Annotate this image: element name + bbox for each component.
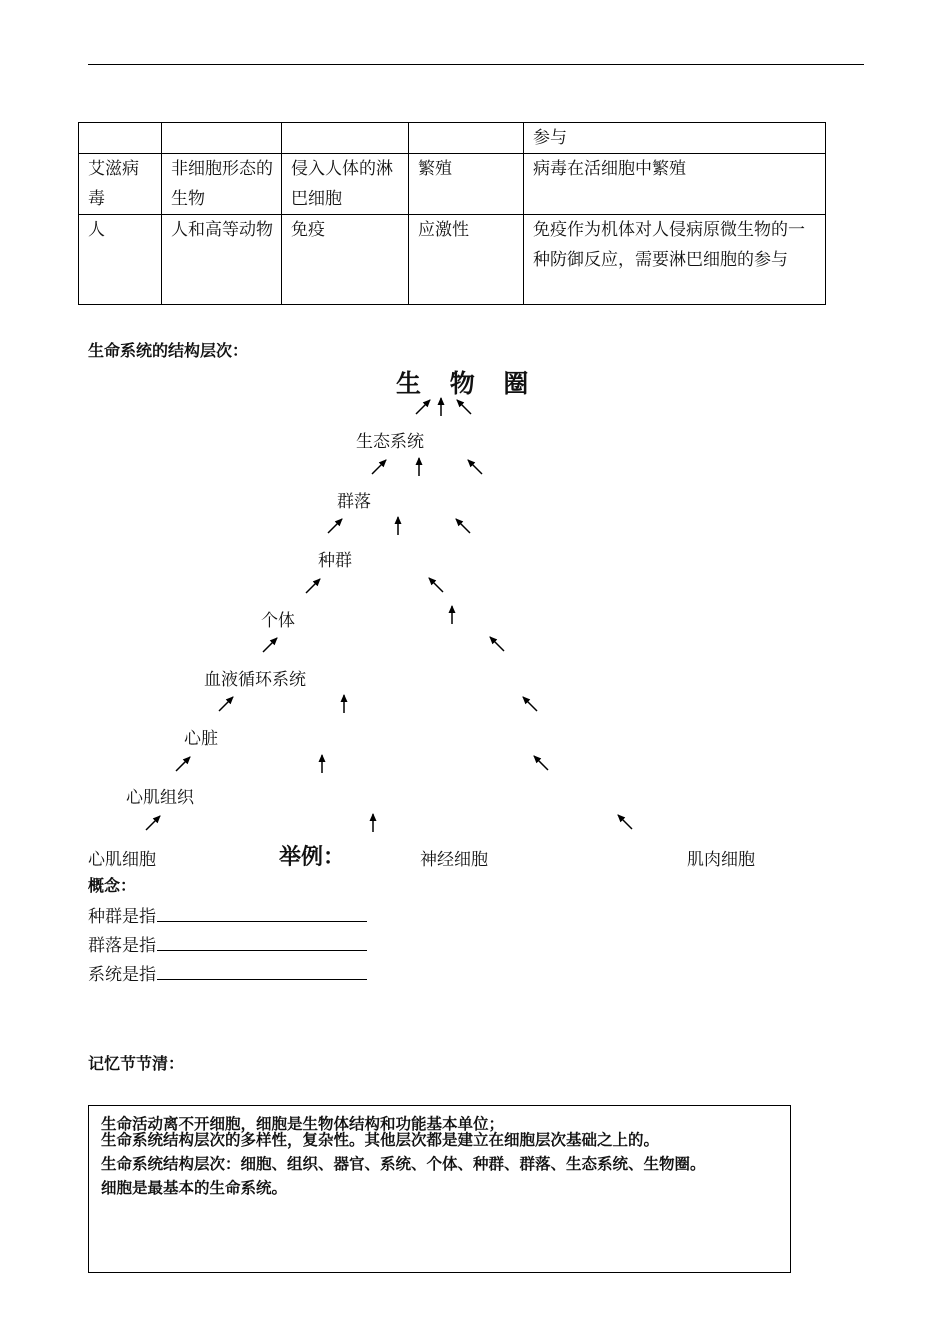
concepts-title: 概念：: [88, 876, 137, 895]
arrow-icon: [534, 756, 548, 770]
example-label: 举例：: [279, 845, 346, 870]
arrow-icon: [457, 400, 471, 414]
arrow-icon: [176, 757, 190, 771]
concept-label: 种群是指: [88, 907, 156, 927]
level-individual: 个体: [261, 611, 295, 631]
concept-label: 群落是指: [88, 936, 156, 956]
memory-line: 生命系统结构层次：细胞、组织、器官、系统、个体、种群、群落、生态系统、生物圈。: [101, 1155, 706, 1173]
nerve-cell-label: 神经细胞: [420, 850, 488, 870]
table-cell: 艾滋病毒: [79, 154, 162, 215]
level-cell: 心肌细胞: [88, 850, 156, 870]
memory-line: 生命系统结构层次的多样性，复杂性。其他层次都是建立在细胞层次基础之上的。: [101, 1131, 660, 1149]
concept-system: [88, 960, 367, 985]
table-cell: 人: [79, 215, 162, 305]
table-cell: 繁殖: [409, 154, 524, 215]
level-organ: 心脏: [184, 729, 218, 749]
hierarchy-title: 生命系统的结构层次：: [88, 341, 249, 360]
answer-blank[interactable]: [157, 963, 367, 980]
arrow-icon: [456, 519, 470, 533]
table-cell: 免疫: [282, 215, 409, 305]
table-cell: 病毒在活细胞中繁殖: [524, 154, 826, 215]
arrow-icon: [429, 578, 443, 592]
answer-blank[interactable]: [157, 905, 367, 922]
memory-line: 细胞是最基本的生命系统。: [101, 1179, 288, 1197]
level-community: 群落: [337, 492, 371, 512]
answer-blank[interactable]: [157, 934, 367, 951]
table-cell: 应激性: [409, 215, 524, 305]
concept-label: 系统是指: [88, 965, 156, 985]
arrow-icon: [263, 638, 277, 652]
arrow-icon: [306, 579, 320, 593]
memory-title: 记忆节节清：: [88, 1054, 185, 1073]
table-cell: 人和高等动物: [162, 215, 282, 305]
arrow-icon: [523, 697, 537, 711]
arrow-icon: [490, 637, 504, 651]
memory-box: [88, 1105, 791, 1273]
memory-line: 生命活动离不开细胞，细胞是生物体结构和功能基本单位；: [101, 1115, 505, 1133]
arrow-icon: [146, 816, 160, 830]
level-biosphere: 生 物 圈: [396, 369, 539, 398]
arrow-icon: [328, 519, 342, 533]
level-tissue: 心肌组织: [126, 788, 194, 808]
concept-population: [88, 902, 367, 927]
concept-community: [88, 931, 367, 956]
level-ecosystem: 生态系统: [356, 432, 424, 452]
arrow-icon: [416, 400, 430, 414]
level-system: 血液循环系统: [204, 670, 306, 690]
arrow-icon: [468, 460, 482, 474]
table-cell: 免疫作为机体对人侵病原微生物的一种防御反应，需要淋巴细胞的参与: [524, 215, 826, 305]
muscle-cell-label: 肌肉细胞: [687, 850, 755, 870]
arrow-icon: [372, 460, 386, 474]
level-population: 种群: [318, 551, 352, 571]
arrow-icon: [618, 815, 632, 829]
table-cell: 非细胞形态的生物: [162, 154, 282, 215]
table-cell: 侵入人体的淋巴细胞: [282, 154, 409, 215]
arrow-icon: [219, 697, 233, 711]
table-cell: 参与: [524, 123, 826, 154]
